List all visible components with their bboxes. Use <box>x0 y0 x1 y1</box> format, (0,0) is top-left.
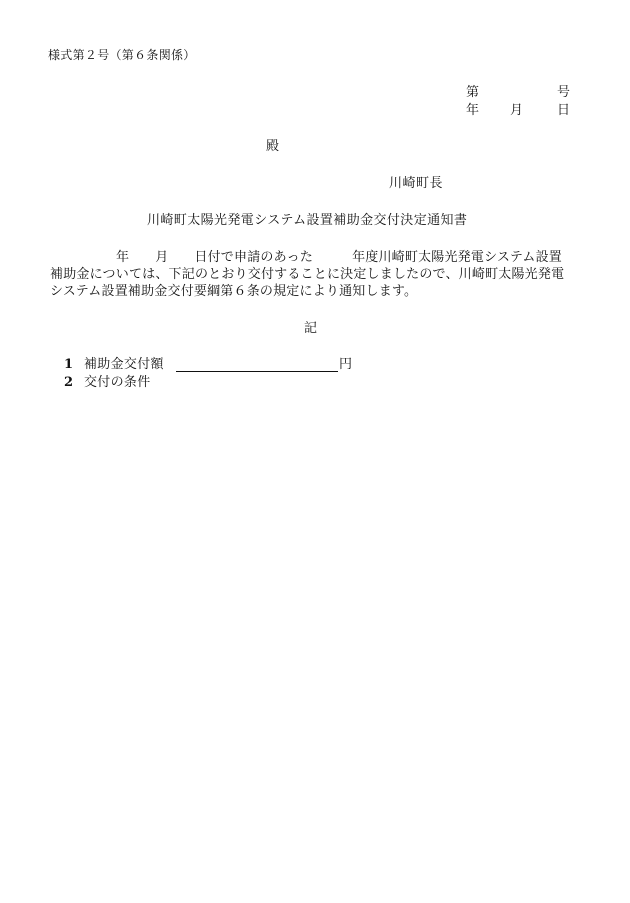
body-line-3: システム設置補助金交付要綱第６条の規定により通知します。 <box>50 284 418 299</box>
item-number: 2 <box>64 375 74 390</box>
addressee-honorific: 殿 <box>266 139 280 154</box>
item-label-conditions: 交付の条件 <box>84 375 151 390</box>
body-line-1-text: 日付で申請のあった <box>194 250 314 265</box>
body-month-label: 月 <box>155 250 169 265</box>
currency-unit: 円 <box>339 357 353 372</box>
item-number: 1 <box>64 357 74 372</box>
item-label-subsidy-amount: 補助金交付額 <box>84 357 164 372</box>
issuer-name: 川崎町長 <box>389 176 444 191</box>
document-number-label: 第 <box>466 85 480 100</box>
date-month-label: 月 <box>510 103 524 118</box>
body-line-2: 補助金については、下記のとおり交付することに決定しましたので、川崎町太陽光発電 <box>50 267 565 282</box>
date-year-label: 年 <box>466 103 480 118</box>
document-number-suffix: 号 <box>557 85 571 100</box>
amount-blank-line <box>176 371 338 372</box>
body-line-1-text-2: 年度川崎町太陽光発電システム設置 <box>352 250 562 265</box>
form-identifier: 様式第２号（第６条関係） <box>48 48 196 62</box>
body-line-1 <box>50 249 570 266</box>
ki-heading: 記 <box>304 321 318 336</box>
document-title: 川崎町太陽光発電システム設置補助金交付決定通知書 <box>147 213 468 228</box>
body-year-label: 年 <box>116 250 130 265</box>
date-day-label: 日 <box>557 103 571 118</box>
